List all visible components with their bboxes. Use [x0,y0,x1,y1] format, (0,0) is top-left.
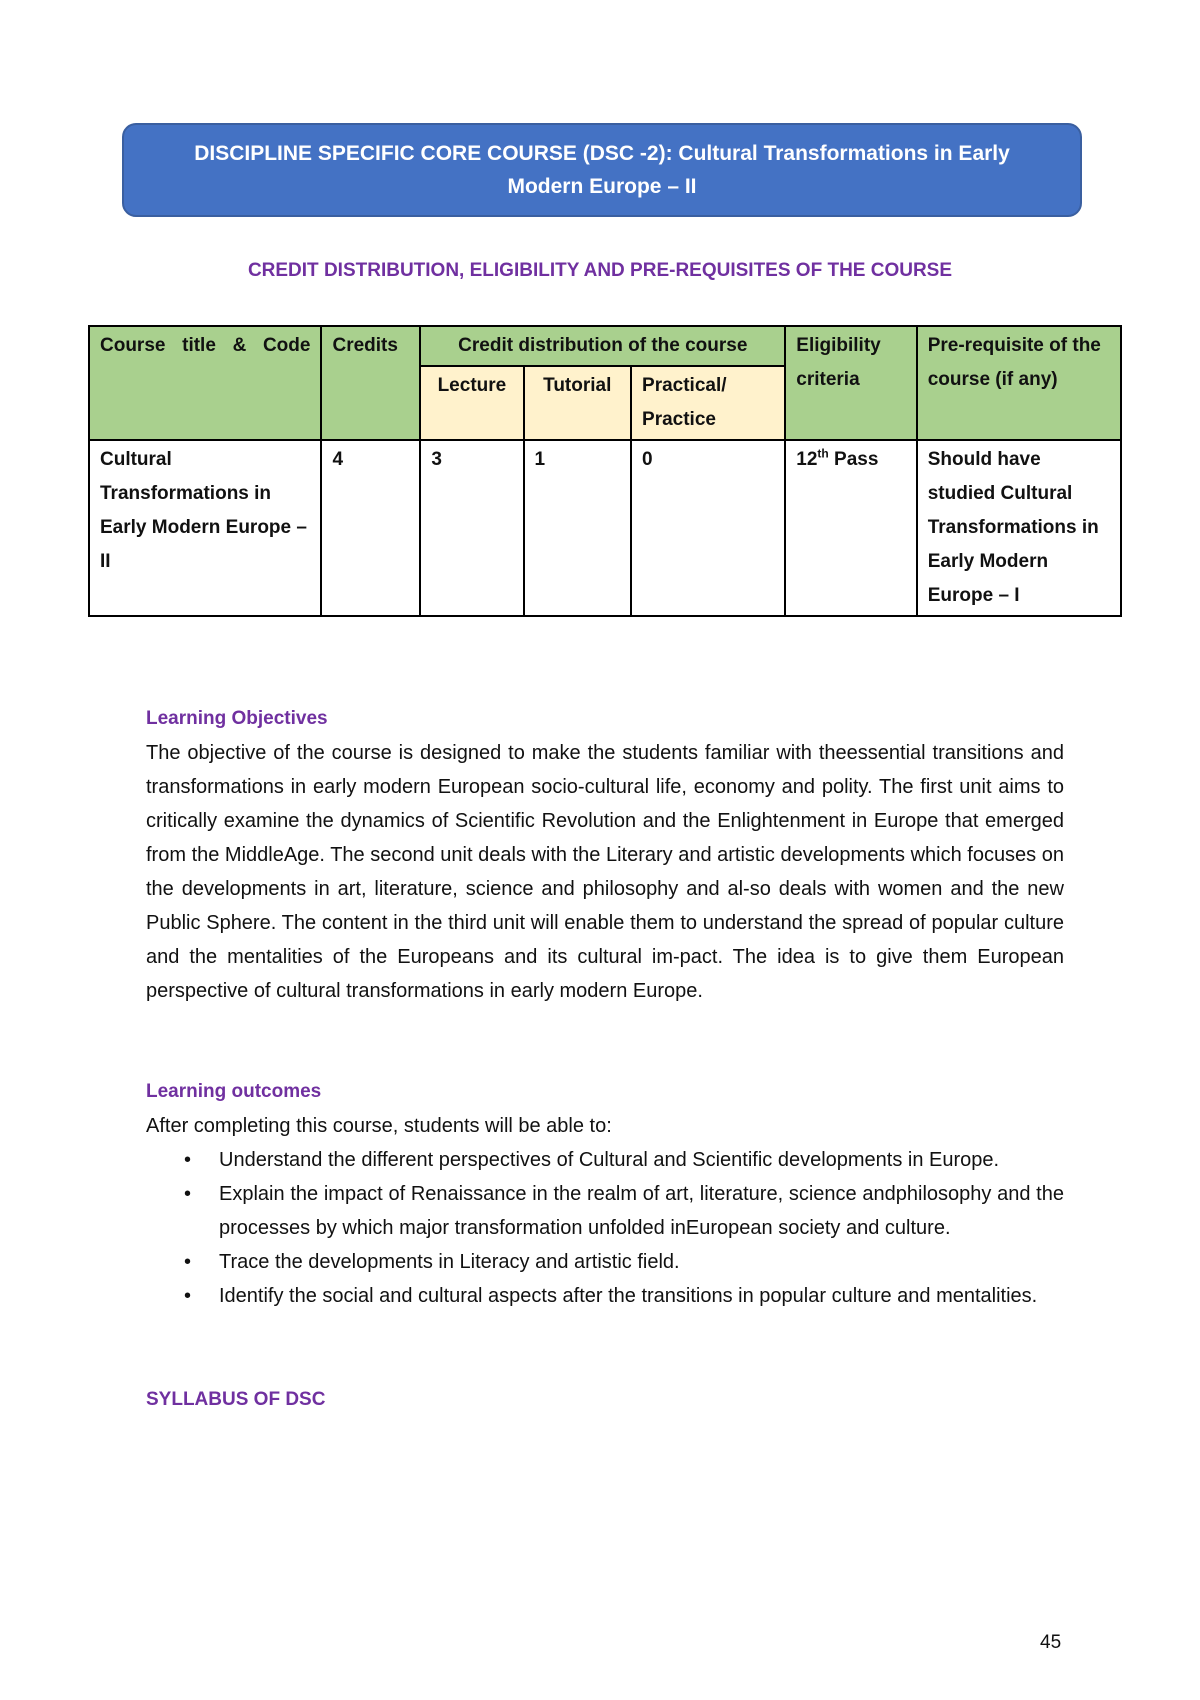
list-item: • Understand the different perspectives of Cultural and Scientific developments in Europe. [219,1143,1064,1177]
learning-outcomes-section [146,1075,1064,1313]
learning-objectives-section [146,702,1064,1008]
learning-outcomes-heading: Learning outcomes [146,1081,322,1102]
cell-prerequisite: Should have studied Cultural Transformations in Early Modern Europe – I [917,440,1121,616]
cell-course-title: Cultural Transformations in Early Modern Europe – II [89,440,321,616]
eligibility-word: Pass [834,449,879,470]
eligibility-ordinal: th [817,446,829,461]
list-item: • Trace the developments in Literacy and artistic field. [219,1245,1064,1279]
header-credit-distribution: Credit distribution of the course [420,326,785,366]
page-number: 45 [1040,1632,1062,1653]
header-prerequisite: Pre-requisite of the course (if any) [917,326,1121,440]
header-credits: Credits [321,326,420,440]
credit-distribution-heading: CREDIT DISTRIBUTION, ELIGIBILITY AND PRE-REQUISITES OF THE COURSE [247,260,953,281]
learning-outcomes-intro: After completing this course, students will be able to: [146,1115,612,1137]
cell-credits: 4 [321,440,420,616]
learning-objectives-text: The objective of the course is designed to make the students familiar with theessential transitions and transformations in early modern European socio-cultural life, economy and polity. The first unit aims to critically examine the dynamics of Scientific Revolution and the Enlightenment in Europe that emerged from the MiddleAge. The second unit deals with the Literary and artistic developments which focuses on the developments in art, literature, science and philosophy and al-so deals with women and the new Public Sphere. The content in the third unit will enable them to understand the spread of popular culture and the mentalities of the Europeans and its cultural im-pact. The idea is to give them European perspective of cultural transformations in early modern Europe. [146,742,1064,1002]
learning-outcomes-list [146,1143,1064,1313]
header-eligibility: Eligibility criteria [785,326,916,440]
cell-lecture: 3 [420,440,523,616]
eligibility-number: 12 [796,449,818,470]
cell-tutorial: 1 [524,440,632,616]
credit-distribution-table [88,325,1122,617]
learning-objectives-heading: Learning Objectives [146,708,328,729]
table-header-row [89,326,1121,366]
header-practical: Practical/ Practice [631,366,785,440]
cell-practical: 0 [631,440,785,616]
table-row [89,440,1121,616]
list-item: • Explain the impact of Renaissance in the realm of art, literature, science andphilosophy and the processes by which major transformation unfolded inEuropean society and culture. [219,1177,1064,1245]
list-item: • Identify the social and cultural aspects after the transitions in popular culture and mentalities. [219,1279,1064,1313]
header-lecture: Lecture [420,366,523,440]
banner-title-line-1: DISCIPLINE SPECIFIC CORE COURSE (DSC -2): Cultural Transformations in Early [194,142,1010,165]
syllabus-heading: SYLLABUS OF DSC [146,1389,326,1410]
course-title-banner [122,123,1082,217]
cell-eligibility [785,440,916,616]
banner-title-line-2: Modern Europe – II [507,175,697,198]
header-tutorial: Tutorial [524,366,632,440]
header-course-title: Course title & Code [89,326,321,440]
